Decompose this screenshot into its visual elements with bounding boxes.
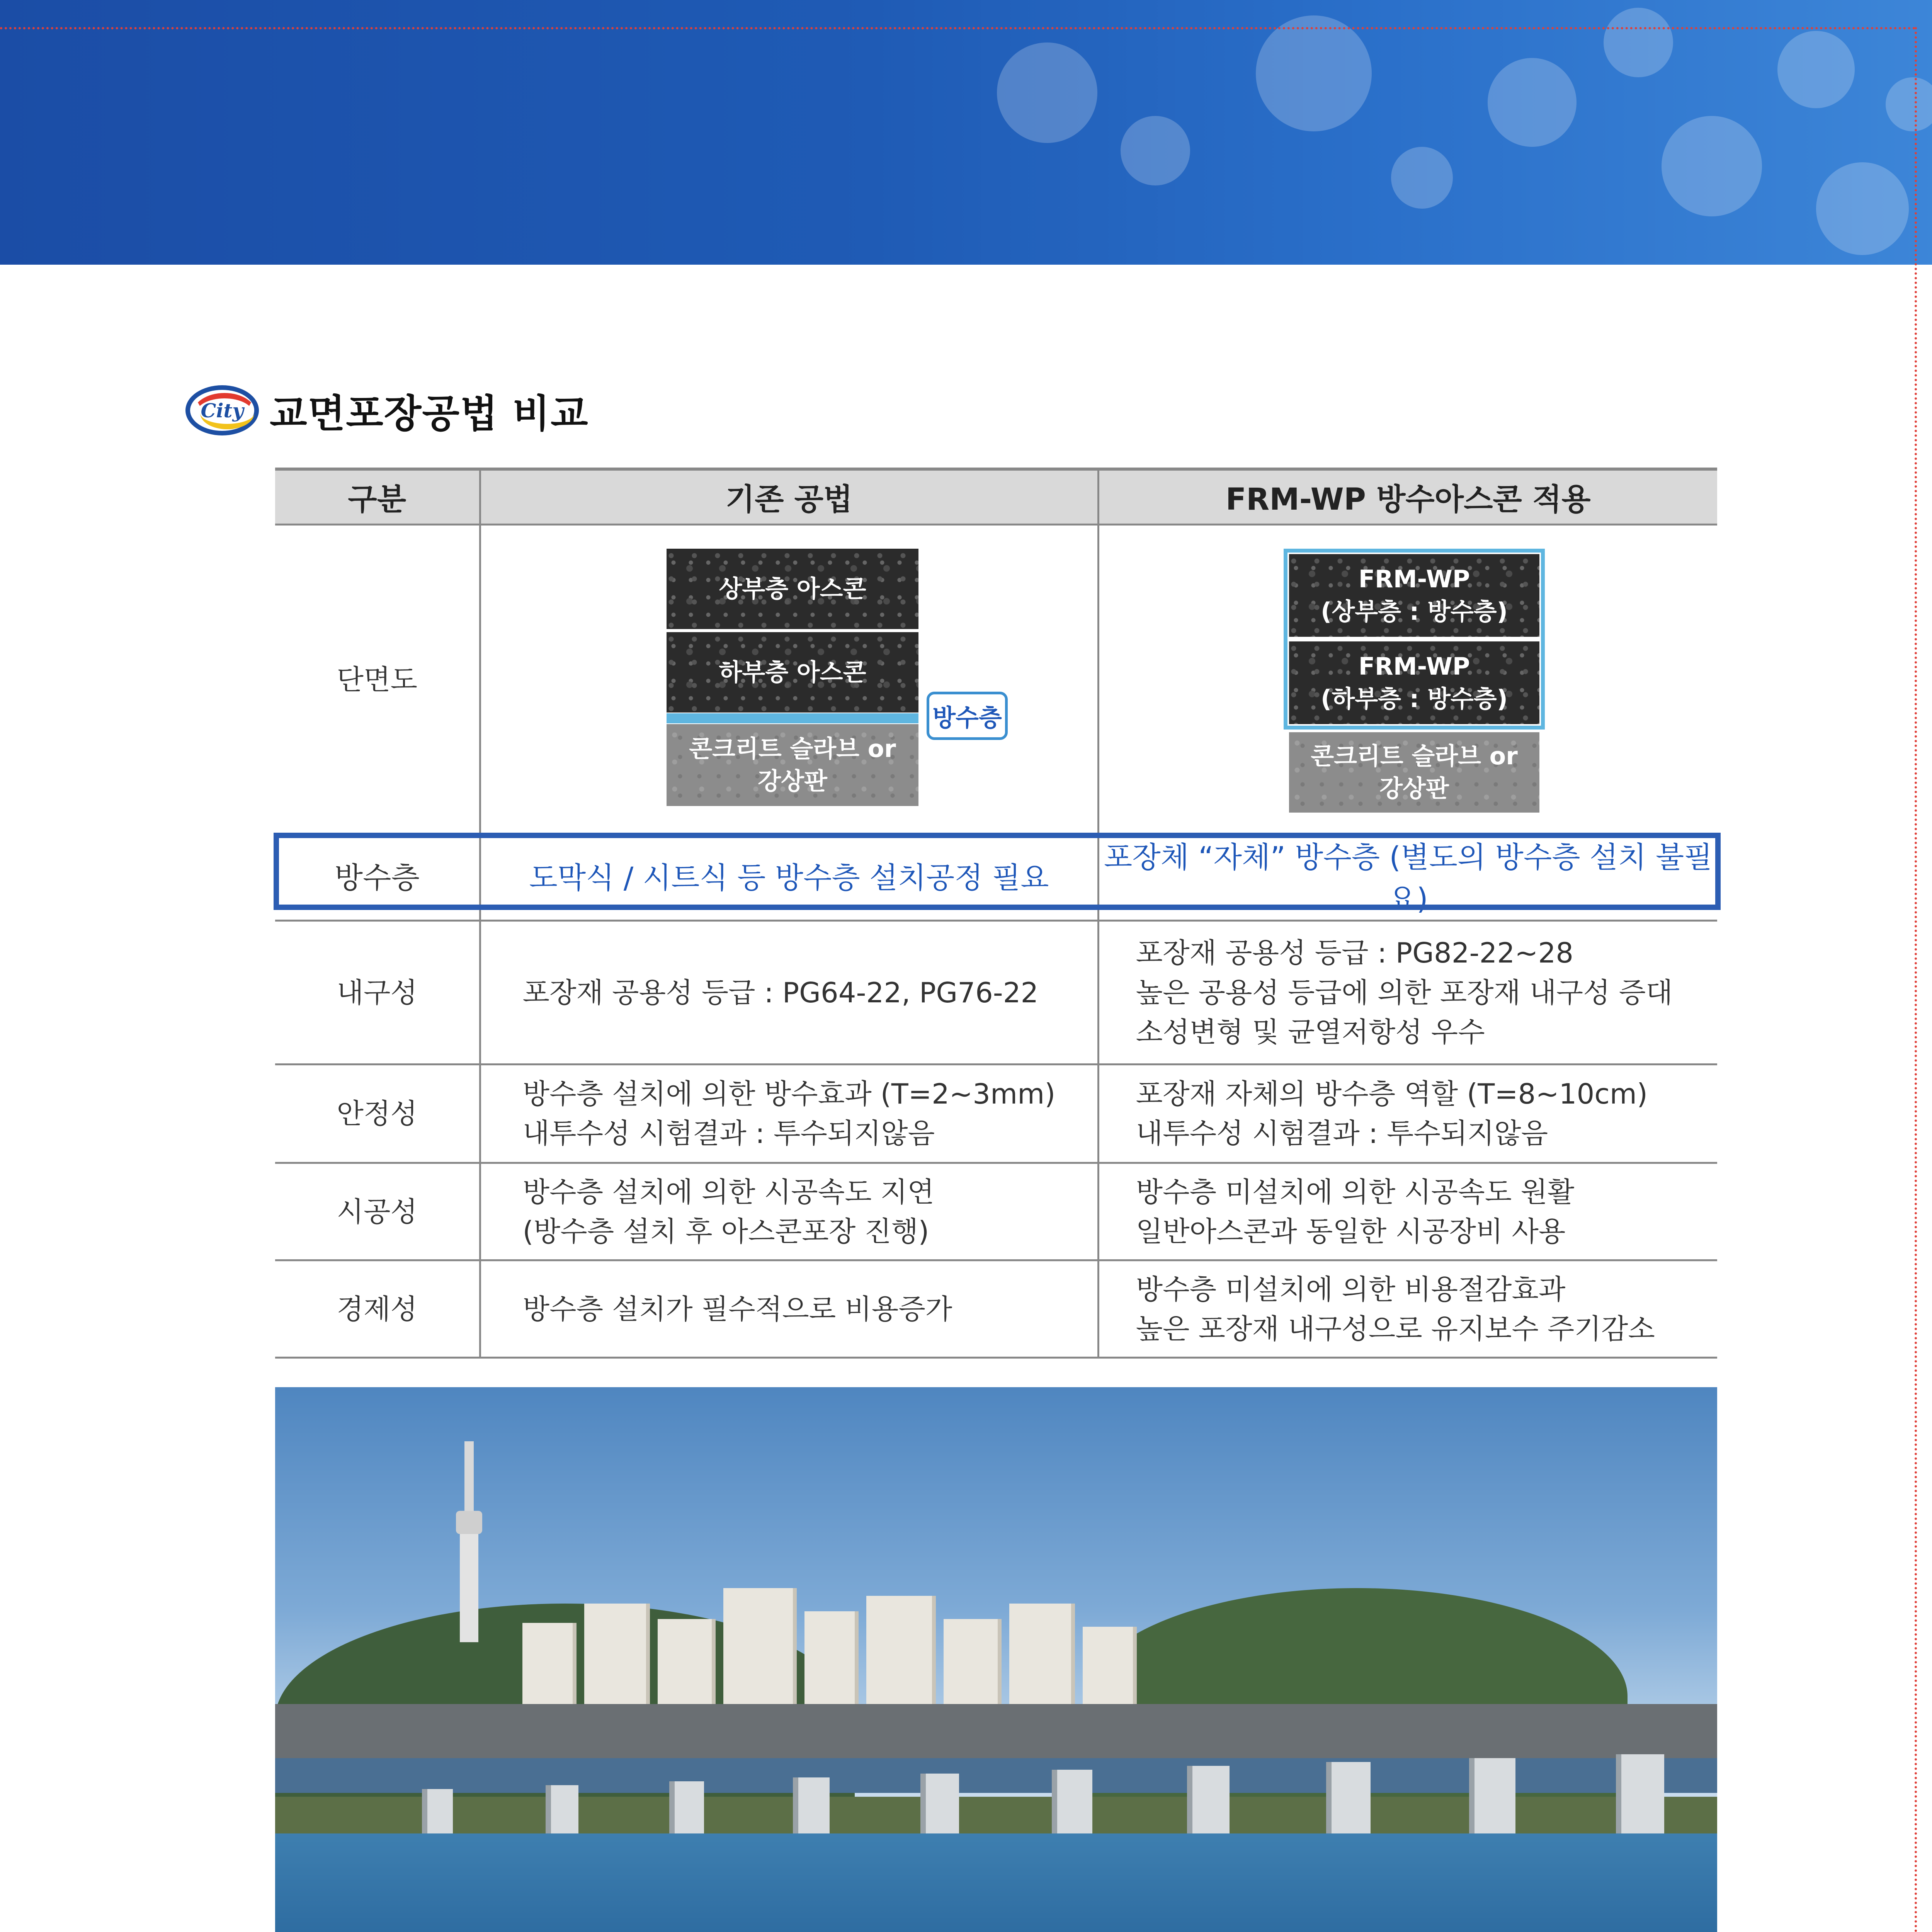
layer-frm-bottom: FRM-WP (하부층 : 방수층) xyxy=(1289,641,1539,724)
cell-text: 포장재 자체의 방수층 역할 (T=8~10cm) 내투수성 시험결과 : 투수되지않음 xyxy=(1098,1065,1717,1163)
table-row xyxy=(275,1065,1717,1163)
section-heading: 교면포장공법 비교 xyxy=(270,391,589,436)
layer-frm-top: FRM-WP (상부층 : 방수층) xyxy=(1289,554,1539,637)
header-banner xyxy=(0,0,1932,265)
membrane-layer xyxy=(667,713,918,723)
cell-text: 포장체 “자체” 방수층 (별도의 방수층 설치 불필요) xyxy=(1098,835,1717,921)
bridge-deck-upper xyxy=(275,1704,1717,1758)
row-label: 단면도 xyxy=(275,524,480,835)
row-label: 경제성 xyxy=(275,1260,480,1358)
cell-text: 방수층 미설치에 의한 시공속도 원활 일반아스콘과 동일한 시공장비 사용 xyxy=(1098,1163,1717,1260)
cell-text: 방수층 설치에 의한 방수효과 (T=2~3mm) 내투수성 시험결과 : 투수되지않음 xyxy=(480,1065,1098,1163)
layer-top-asphalt: 상부층 아스콘 xyxy=(667,549,918,629)
table-header-row xyxy=(275,469,1717,524)
table-row xyxy=(275,921,1717,1065)
row-label: 시공성 xyxy=(275,1163,480,1260)
section-title-comparison xyxy=(185,383,589,438)
column-header: 구분 xyxy=(275,469,480,524)
cell-text: 포장재 공용성 등급 : PG64-22, PG76-22 xyxy=(480,921,1098,1065)
frame-dotted-top xyxy=(0,27,1917,29)
row-label: 방수층 xyxy=(275,835,480,921)
column-header: 기존 공법 xyxy=(480,469,1098,524)
table-row xyxy=(275,1260,1717,1358)
row-label: 안정성 xyxy=(275,1065,480,1163)
city-logo-icon: City xyxy=(185,385,259,435)
tower-observatory xyxy=(456,1511,482,1534)
river-water xyxy=(275,1833,1717,1932)
row-label: 내구성 xyxy=(275,921,480,1065)
cell-text: 방수층 미설치에 의한 비용절감효과 높은 포장재 내구성으로 유지보수 주기감소 xyxy=(1098,1260,1717,1358)
bridge-photo xyxy=(275,1387,1717,1932)
cell-text: 방수층 설치가 필수적으로 비용증가 xyxy=(480,1260,1098,1358)
tower-shaft xyxy=(460,1534,478,1642)
cell-text: 포장재 공용성 등급 : PG82-22~28 높은 공용성 등급에 의한 포장재 내구성 증대 소성변형 및 균열저항성 우수 xyxy=(1098,921,1717,1065)
cell-text: 방수층 설치에 의한 시공속도 지연 (방수층 설치 후 아스콘포장 진행) xyxy=(480,1163,1098,1260)
layer-bottom-asphalt: 하부층 아스콘 xyxy=(667,632,918,713)
layer-concrete-slab: 콘크리트 슬라브 or 강상판 xyxy=(667,724,918,806)
membrane-tag: 방수층 xyxy=(927,692,1008,740)
layer-concrete-slab: 콘크리트 슬라브 or 강상판 xyxy=(1289,732,1539,813)
frame-dotted-right xyxy=(1915,27,1917,1932)
cell-text: 도막식 / 시트식 등 방수층 설치공정 필요 xyxy=(480,835,1098,921)
bridge-pier xyxy=(1616,1754,1664,1847)
column-header: FRM-WP 방수아스콘 적용 xyxy=(1098,469,1717,524)
table-row xyxy=(275,835,1717,921)
table-row xyxy=(275,1163,1717,1260)
